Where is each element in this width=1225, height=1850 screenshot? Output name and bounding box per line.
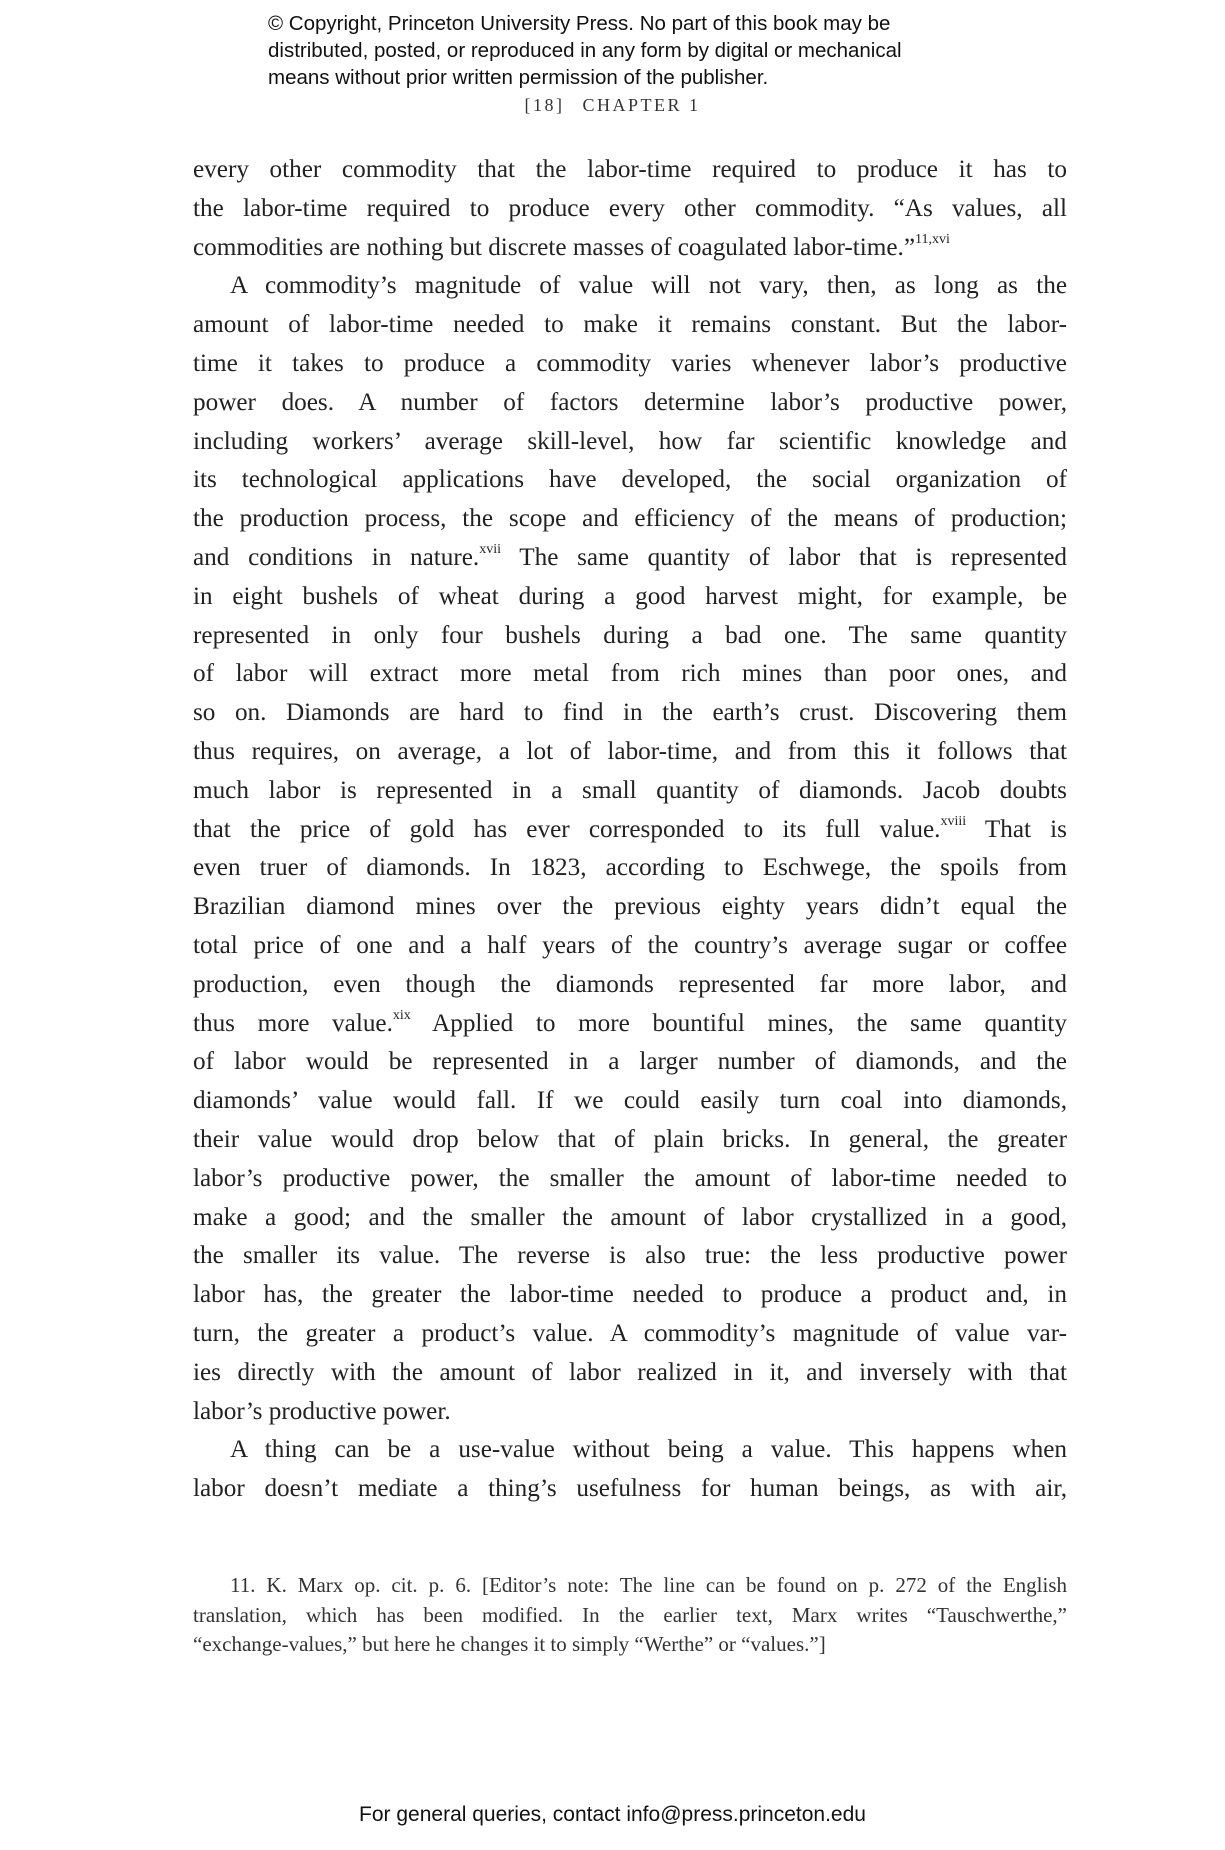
body-line — [193, 229, 1067, 268]
body-line — [193, 811, 1067, 850]
body-line — [193, 694, 1067, 733]
line-text: much labor is represented in a small quantity of diamonds. Jacob doubts — [193, 776, 1067, 804]
body-line — [193, 617, 1067, 656]
line-text: the production process, the scope and efficiency of the means of production; — [193, 505, 1067, 533]
running-head — [0, 95, 1225, 116]
page-number: [18] — [524, 95, 565, 115]
line-text: translation, which has been modified. In the earlier text, Marx writes “Tauschwerthe,” — [193, 1602, 1067, 1627]
line-text: Applied to more bountiful mines, the same quantity — [410, 1009, 1067, 1037]
body-line — [193, 345, 1067, 384]
line-text: time it takes to produce a commodity varies whenever labor’s productive — [193, 349, 1067, 377]
body-line — [193, 1431, 1067, 1470]
body-line — [193, 733, 1067, 772]
line-text: power does. A number of factors determine labor’s productive power, — [193, 388, 1067, 416]
copyright-line: distributed, posted, or reproduced in any form by digital or mechanical — [268, 39, 902, 62]
body-line — [193, 1393, 1067, 1432]
line-text: Brazilian diamond mines over the previous eighty years didn’t equal the — [193, 893, 1067, 921]
line-text: the smaller its value. The reverse is also true: the less productive power — [193, 1242, 1067, 1270]
line-text: turn, the greater a product’s value. A commodity’s magnitude of value var- — [193, 1319, 1067, 1347]
chapter-label: CHAPTER 1 — [582, 95, 701, 115]
line-text: amount of labor-time needed to make it remains constant. But the labor- — [193, 311, 1067, 339]
body-line — [193, 384, 1067, 423]
body-line — [193, 655, 1067, 694]
body-line — [193, 772, 1067, 811]
body-line — [193, 1237, 1067, 1276]
line-text: ies directly with the amount of labor realized in it, and inversely with that — [193, 1358, 1067, 1386]
footnote-line — [193, 1630, 1067, 1660]
body-line — [193, 1121, 1067, 1160]
line-text: labor doesn’t mediate a thing’s usefulness for human beings, as with air, — [193, 1475, 1067, 1503]
copyright-notice — [268, 10, 902, 91]
note-reference[interactable]: xvii — [479, 541, 502, 557]
line-text: labor has, the greater the labor-time needed to produce a product and, in — [193, 1281, 1067, 1309]
body-line — [193, 151, 1067, 190]
line-text: of labor would be represented in a larger number of diamonds, and the — [193, 1048, 1067, 1076]
body-line — [193, 190, 1067, 229]
line-text: that the price of gold has ever corresponded to its full value. — [193, 815, 941, 843]
copyright-line: means without prior written permission of the publisher. — [268, 66, 769, 89]
line-text: production, even though the diamonds represented far more labor, and — [193, 970, 1067, 998]
body-line — [193, 966, 1067, 1005]
line-text: of labor will extract more metal from rich mines than poor ones, and — [193, 660, 1067, 688]
line-text: in eight bushels of wheat during a good harvest might, for example, be — [193, 582, 1067, 610]
line-text: total price of one and a half years of the country’s average sugar or coffee — [193, 931, 1067, 959]
body-line — [193, 1082, 1067, 1121]
line-text: thus more value. — [193, 1009, 393, 1037]
footnote-line — [193, 1571, 1067, 1601]
line-text: the labor-time required to produce every other commodity. “As values, all — [193, 194, 1067, 222]
line-text: their value would drop below that of plain bricks. In general, the greater — [193, 1125, 1067, 1153]
line-text: and conditions in nature. — [193, 543, 480, 571]
note-reference[interactable]: 11,xvi — [915, 231, 950, 247]
body-line — [193, 1005, 1067, 1044]
line-text: 11. K. Marx op. cit. p. 6. [Editor’s note: The line can be found on p. 272 of the English — [230, 1573, 1067, 1597]
line-text: The same quantity of labor that is represented — [501, 543, 1067, 571]
body-line — [193, 267, 1067, 306]
footnote-line — [193, 1601, 1067, 1631]
footnotes — [193, 1571, 1067, 1660]
line-text: diamonds’ value would fall. If we could easily turn coal into diamonds, — [193, 1087, 1067, 1115]
line-text: “exchange-values,” but here he changes it to simply “Werthe” or “values.”] — [193, 1632, 826, 1656]
line-text: make a good; and the smaller the amount of labor crystallized in a good, — [193, 1203, 1067, 1231]
body-line — [193, 1160, 1067, 1199]
body-line — [193, 578, 1067, 617]
body-line — [193, 1354, 1067, 1393]
body-text — [193, 151, 1067, 1509]
note-reference[interactable]: xviii — [940, 813, 967, 829]
line-text: even truer of diamonds. In 1823, according to Eschwege, the spoils from — [193, 854, 1067, 882]
body-line — [193, 1043, 1067, 1082]
line-text: A commodity’s magnitude of value will not vary, then, as long as the — [230, 272, 1067, 300]
body-line — [193, 500, 1067, 539]
note-reference[interactable]: xix — [392, 1007, 411, 1023]
line-text: commodities are nothing but discrete masses of coagulated labor-time.” — [193, 233, 916, 261]
body-line — [193, 1470, 1067, 1509]
line-text: its technological applications have developed, the social organization of — [193, 466, 1067, 494]
body-line — [193, 927, 1067, 966]
line-text: labor’s productive power, the smaller the amount of labor-time needed to — [193, 1164, 1067, 1192]
line-text: every other commodity that the labor-time required to produce it has to — [193, 156, 1067, 183]
copyright-line: © Copyright, Princeton University Press. No part of this book may be — [268, 12, 891, 35]
line-text: represented in only four bushels during a bad one. The same quantity — [193, 621, 1067, 649]
line-text: labor’s productive power. — [193, 1397, 451, 1425]
body-line — [193, 306, 1067, 345]
line-text: including workers’ average skill-level, how far scientific knowledge and — [193, 427, 1067, 455]
line-text: thus requires, on average, a lot of labor-time, and from this it follows that — [193, 737, 1067, 765]
body-line — [193, 1276, 1067, 1315]
body-line — [193, 1199, 1067, 1238]
body-line — [193, 849, 1067, 888]
body-line — [193, 539, 1067, 578]
body-line — [193, 1315, 1067, 1354]
line-text: so on. Diamonds are hard to find in the earth’s crust. Discovering them — [193, 699, 1067, 727]
body-line — [193, 888, 1067, 927]
footer-contact: For general queries, contact info@press.princeton.edu — [359, 1803, 866, 1826]
line-text: That is — [966, 815, 1067, 843]
line-text: A thing can be a use-value without being a value. This happens when — [230, 1436, 1067, 1464]
body-line — [193, 461, 1067, 500]
body-line — [193, 423, 1067, 462]
